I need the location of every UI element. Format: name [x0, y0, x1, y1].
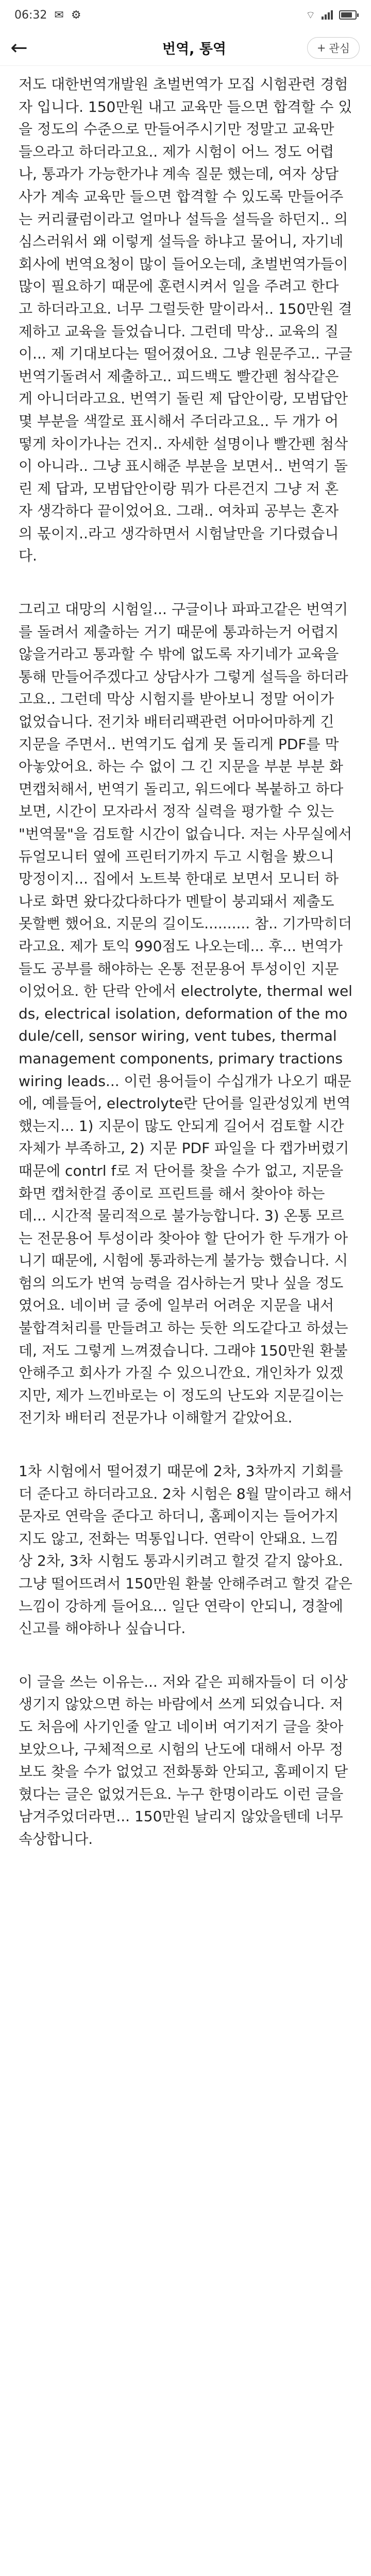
- battery-fill: [341, 12, 352, 18]
- article-paragraph-3: 1차 시험에서 떨어졌기 때문에 2차, 3차까지 기회를 더 준다고 하더라고요. 2차 시험은 8월 말이라고 해서 문자로 연락을 준다고 하더니, 홈페이지는 들어가지지도 않고, 전화는 먹통입니다. 연락이 안돼요. 느낌상 2차, 3차 시험도 통과시키려고 할것 같지 않아요. 그냥 떨어뜨려서 150만원 환불 안해주려고 할것 같은 느낌이 강하게 들어요... 일단 연락이 안되니, 경찰에 신고를 해야하나 싶습니다.: [19, 1463, 352, 1637]
- page-title: 번역, 통역: [162, 41, 226, 57]
- article-body: [0, 66, 371, 1851]
- status-right: [306, 9, 357, 22]
- battery-icon: [339, 10, 357, 20]
- status-bar: [0, 0, 371, 30]
- subscribe-label: 관심: [329, 42, 350, 55]
- status-time: 06:32: [14, 8, 47, 22]
- wifi-icon: ⌔: [306, 8, 315, 21]
- subscribe-button[interactable]: [307, 37, 360, 59]
- plus-icon: +: [316, 42, 326, 54]
- app-header: [0, 30, 371, 66]
- article-paragraph-1: 저도 대한번역개발원 초벌번역가 모집 시험관련 경험자 입니다. 150만원 내고 교육만 들으면 합격할 수 있을 정도의 수준으로 만들어주시기만 정말고 교육만 들으라고 하더라고요.. 제가 시험이 어느 정도 어렵나, 통과가 가능한가냐 계속 질문 했는데, 여자 상담사가 계속 교육만 들으면 합격할 수 있도록 만들어주는 커리큘럼이라고 얼마나 설득을 설득을 하던지.. 의심스러워서 왜 이렇게 설득을 하냐고 물어니, 자기네 회사에 번역요청이 많이 들어오는데, 초벌번역가들이 많이 필요하기 때문에 훈련시켜서 일을 주려고 한다고 하더라고요. 너무 그럴듯한 말이라서.. 150만원 결제하고 교육을 들었습니다. 그런데 막상.. 교육의 질이... 제 기대보다는 떨어졌어요. 그냥 원문주고.. 구글 번역기돌려서 제출하고.. 피드백도 빨간펜 첨삭같은게 아니더라고요. 번역기 돌린 제 답안이랑, 모범답안 몇 부분을 색깔로 표시해서 주더라고요.. 두 개가 어떻게 차이가나는 건지.. 자세한 설명이나 빨간펜 첨삭이 아니라.. 그냥 표시해준 부분을 보면서.. 번역기 돌린 제 답과, 모범답안이랑 뭐가 다른건지 그냥 저 혼자 생각하다 끝이었어요. 그래.. 여차피 공부는 혼자의 몫이지..라고 생각하면서 시험날만을 기다렸습니다.: [19, 76, 352, 565]
- article-paragraph-4: 이 글을 쓰는 이유는... 저와 같은 피해자들이 더 이상 생기지 않았으면 하는 바람에서 쓰게 되었습니다. 저도 처음에 사기인줄 알고 네이버 여기저기 글을 찾아보았으나, 구체적으로 시험의 난도에 대해서 아무 정보도 찾을 수가 없었고 전화통화 안되고, 홈페이지 닫혔다는 글은 없었거든요. 누구 한명이라도 이런 글을 남겨주었더라면... 150만원 날리지 않았을텐데 너무 속상합니다.: [19, 1673, 348, 1848]
- status-left: [14, 9, 81, 22]
- signal-icon: [322, 10, 333, 20]
- article-paragraph-2: 그리고 대망의 시험일... 구글이나 파파고같은 번역기를 돌려서 제출하는 거기 때문에 통과하는거 어렵지 않을거라고 통과할 수 밖에 없도록 자기네가 교육을 통해 만들어주겠다고 상담사가 그렇게 설득을 하더라고요.. 그런데 막상 시험지를 받아보니 정말 어이가 없었습니다. 전기차 배터리팩관련 어마어마하게 긴 지문을 주면서.. 번역기도 쉽게 못 돌리게 PDF를 막아놓았어요. 하는 수 없이 그 긴 지문을 부분 부분 화면캡처해서, 번역기 돌리고, 워드에다 복붙하고 하다보면, 시간이 모자라서 정작 실력을 평가할 수 있는 "번역물"을 검토할 시간이 없습니다. 저는 사무실에서 듀얼모니터 옆에 프린터기까지 두고 시험을 봤으니 망정이지... 집에서 노트북 한대로 보면서 모니터 하나로 화면 왔다갔다하다가 멘탈이 붕괴돼서 제출도 못할뻔 했어요. 지문의 길이도.......... 참.. 기가막히더라고요. 제가 토익 990점도 나오는데... 후... 번역가들도 공부를 해야하는 온통 전문용어 투성이인 지문이었어요. 한 단락 안에서 electrolyte, thermal welds, electrical isolation, deformation of the module/cell, sensor wiring, vent tubes, thermal management components, primary tractions wiring leads... 이런 용어들이 수십개가 나오기 때문에, 예를들어, electrolyte란 단어를 일관성있게 번역했는지... 1) 지문이 많도 안되게 길어서 검토할 시간 자체가 부족하고, 2) 지문 PDF 파일을 다 캡가버렸기 때문에 contrl f로 저 단어를 찾을 수가 없고, 지문을 화면 캡처한걸 종이로 프린트를 해서 찾아야 하는데... 시간적 물리적으로 불가능합니다. 3) 온통 모르는 전문용어 투성이라 찾아야 할 단어가 한 두개가 아니기 때문에, 시험에 통과하는게 불가능 했습니다. 시험의 의도가 번역 능력을 검사하는거 맞나 싶을 정도였어요. 네이버 글 중에 일부러 어려운 지문을 내서 불합격처리를 만들려고 하는 듯한 의도같다고 하셨는데, 저도 그렇게 느껴졌습니다. 그래야 150만원 환불 안해주고 회사가 가질 수 있으니깐요. 개인차가 있겠지만, 제가 느낀바로는 이 정도의 난도와 지문길이는 전기차 배터리 전문가나 이해할거 같았어요.: [19, 601, 352, 1427]
- back-arrow-icon: ←: [10, 36, 28, 60]
- back-button[interactable]: [0, 30, 38, 66]
- notification-icon: ✉: [54, 8, 64, 22]
- settings-icon: ⚙: [71, 8, 81, 22]
